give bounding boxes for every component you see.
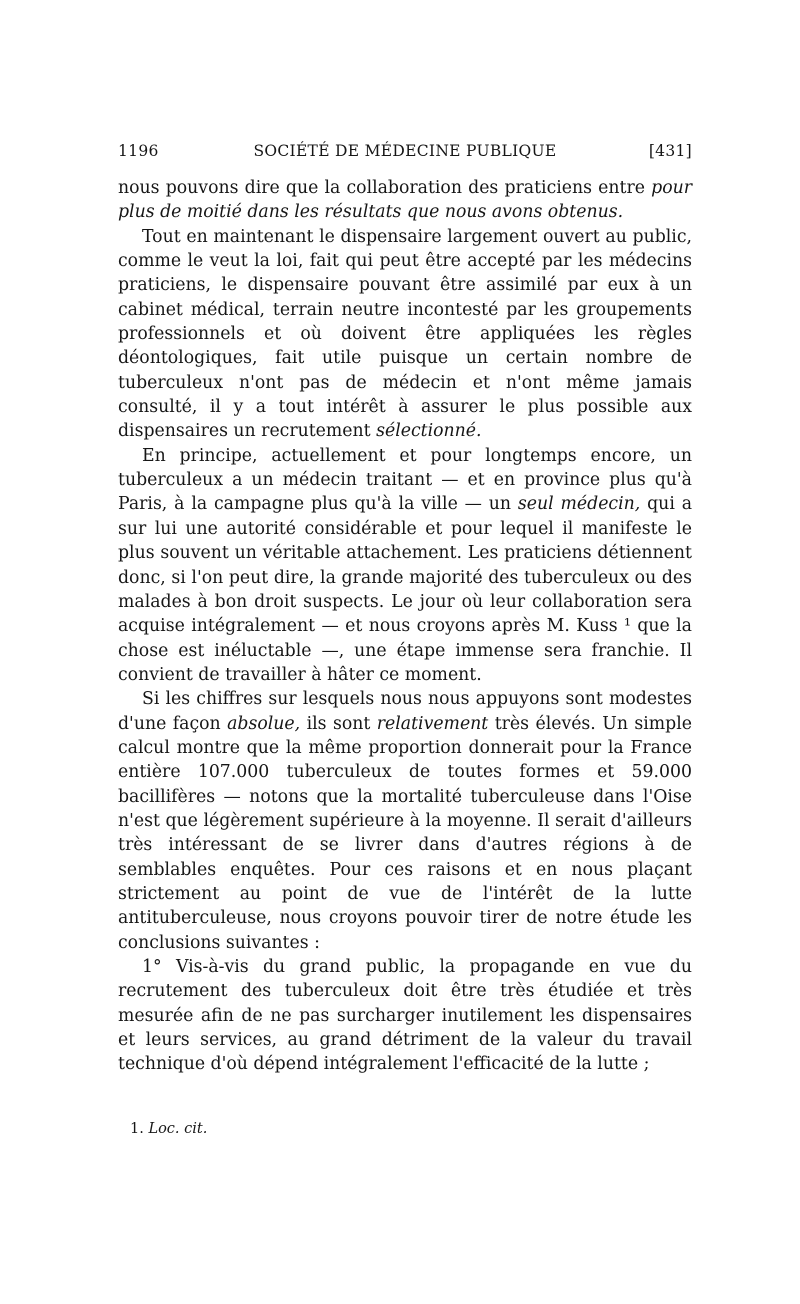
footnote-number: 1. xyxy=(130,1121,144,1137)
page-number: 1196 xyxy=(118,142,159,160)
footnote xyxy=(130,1121,207,1137)
paragraph: 1° Vis-à-vis du grand public, la propagande en vue du recrutement des tuberculeux doit être très étudiée et très mesurée afin de ne pas surcharger inutilement les dispensaires et leurs services, au grand détriment de la valeur du travail technique d'où dépend intégralement l'efficacité de la lutte ; xyxy=(118,957,692,1075)
running-header xyxy=(118,142,692,166)
footnote-text: Loc. cit. xyxy=(148,1121,208,1137)
paragraph: Si les chiffres sur lesquels nous nous appuyons sont modestes d'une façon absolue, ils sont relativement très élevés. Un simple calcul montre que la même proportion donnerait pour la France entière 107.000 tuberculeux de toutes formes et 59.000 bacillifères — notons que la mortalité tuberculeuse dans l'Oise n'est que légèrement supérieure à la moyenne. Il serait d'ailleurs très intéressant de se livrer dans d'autres régions à de semblables enquêtes. Pour ces raisons et en nous plaçant strictement au point de vue de l'intérêt de la lutte antituberculeuse, nous croyons pouvoir tirer de notre étude les conclusions suivantes : xyxy=(118,689,692,953)
paragraph: Tout en maintenant le dispensaire largement ouvert au public, comme le veut la loi, fait qui peut être accepté par les médecins praticiens, le dispensaire pouvant être assimilé par eux à un cabinet médical, terrain neutre incontesté par les groupements professionnels et où doivent être appliquées les règles déontologiques, fait utile puisque un certain nombre de tuberculeux n'ont pas de médecin et n'ont même jamais consulté, il y a tout intérêt à assurer le plus possible aux dispensaires un recrutement sélectionné. xyxy=(118,226,692,442)
page-reference: [431] xyxy=(648,142,692,160)
paragraph: En principe, actuellement et pour longtemps encore, un tuberculeux a un médecin traitant — et en province plus qu'à Paris, à la campagne plus qu'à la ville — un seul médecin, qui a sur lui une autorité considérable et pour lequel il manifeste le plus souvent un véritable attachement. Les praticiens détiennent donc, si l'on peut dire, la grande majorité des tuberculeux ou des malades à bon droit suspects. Le jour où leur collaboration sera acquise intégralement — et nous croyons après M. Kuss ¹ que la chose est inéluctable —, une étape immense sera franchie. Il convient de travailler à hâter ce moment. xyxy=(118,445,692,685)
running-title: SOCIÉTÉ DE MÉDECINE PUBLIQUE xyxy=(253,142,557,160)
body-text xyxy=(118,176,692,1077)
paragraph: nous pouvons dire que la collaboration des praticiens entre pour plus de moitié dans les résultats que nous avons obtenus. xyxy=(118,178,692,223)
